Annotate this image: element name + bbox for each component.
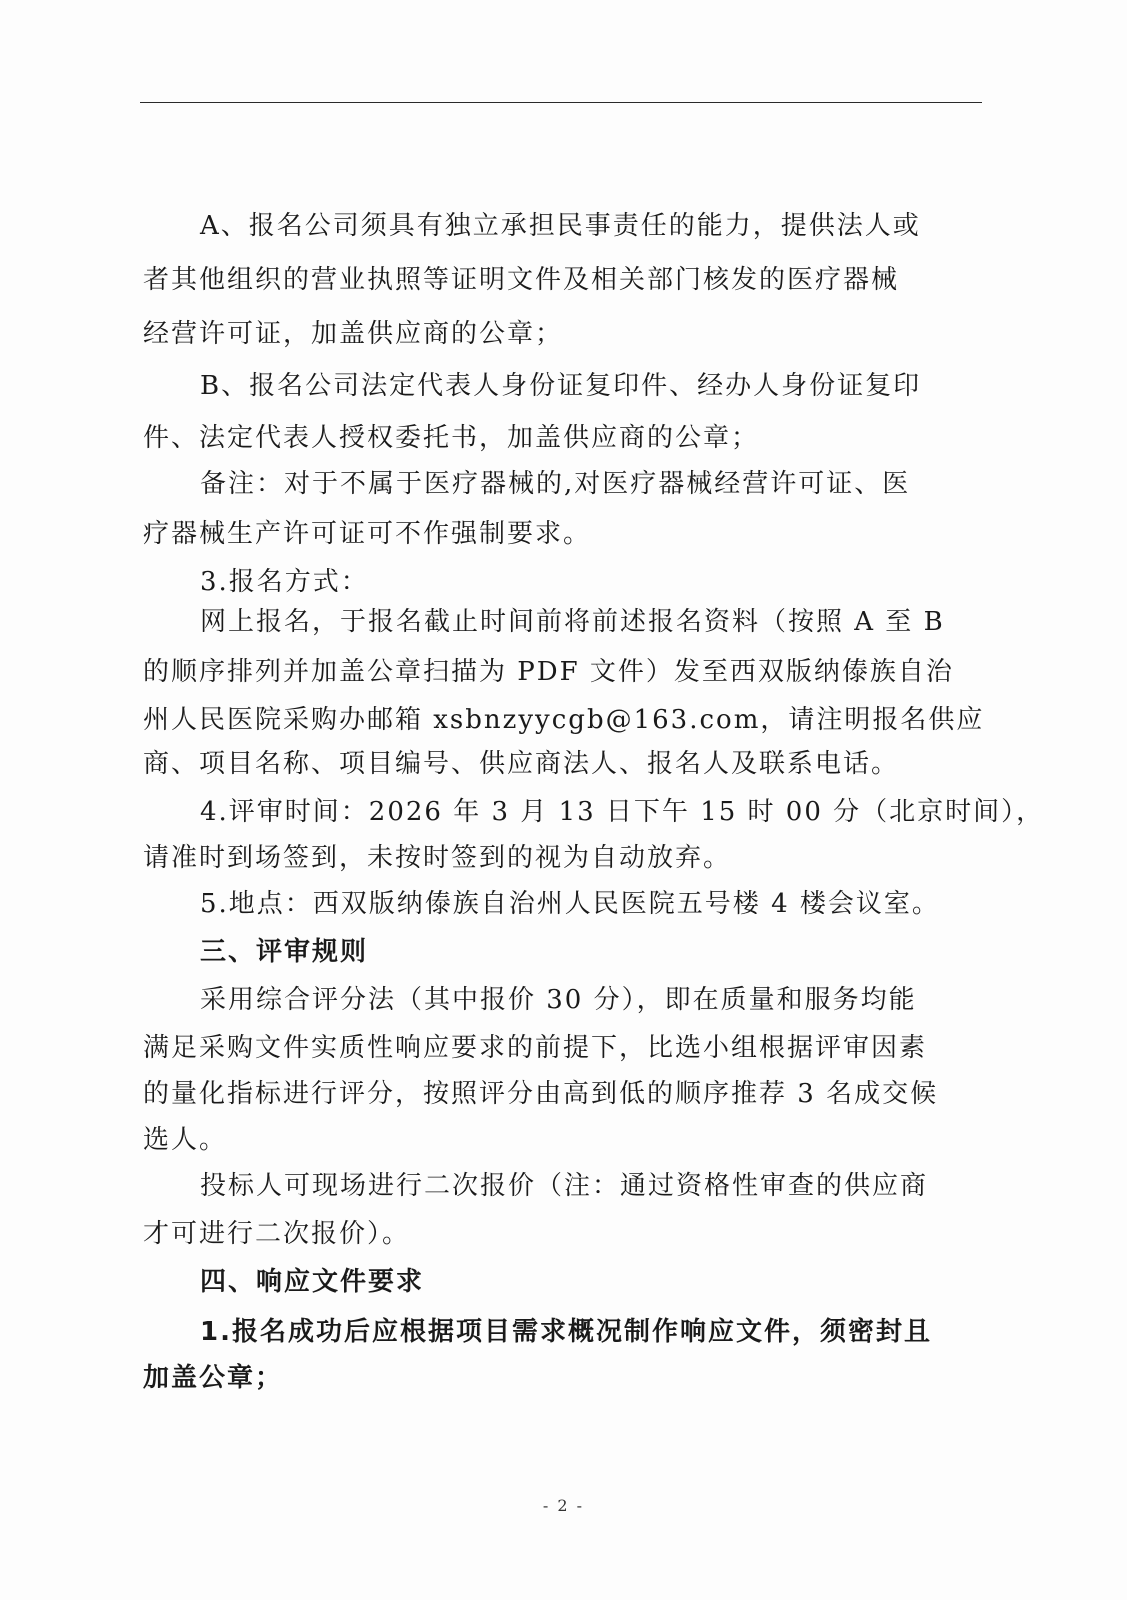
paragraph-line-b1: B、报名公司法定代表人身份证复印件、经办人身份证复印 xyxy=(200,371,922,401)
registration-method-heading: 3.报名方式： xyxy=(200,567,369,597)
header-rule xyxy=(140,102,982,103)
review-rules-line-4: 选人。 xyxy=(143,1125,228,1155)
registration-line-3: 州人民医院采购办邮箱 xsbnzyycgb@163.com，请注明报名供应 xyxy=(143,705,985,735)
review-rules-line-3: 的量化指标进行评分，按照评分由高到低的顺序推荐 3 名成交候 xyxy=(143,1079,939,1109)
registration-line-4: 商、项目名称、项目编号、供应商法人、报名人及联系电话。 xyxy=(143,749,900,779)
paragraph-line-a3: 经营许可证，加盖供应商的公章； xyxy=(143,319,564,349)
section-heading-response-requirements: 四、响应文件要求 xyxy=(200,1267,425,1297)
paragraph-line-b2: 件、法定代表人授权委托书，加盖供应商的公章； xyxy=(143,423,760,453)
second-quote-line-1: 投标人可现场进行二次报价（注：通过资格性审查的供应商 xyxy=(200,1171,929,1201)
page-number: - 2 - xyxy=(542,1496,585,1515)
response-requirement-line-1: 1.报名成功后应根据项目需求概况制作响应文件，须密封且 xyxy=(200,1317,932,1347)
registration-line-2: 的顺序排列并加盖公章扫描为 PDF 文件）发至西双版纳傣族自治 xyxy=(143,657,954,687)
review-time-line-1: 4.评审时间：2026 年 3 月 13 日下午 15 时 00 分（北京时间）， xyxy=(200,797,1045,827)
location-line: 5.地点：西双版纳傣族自治州人民医院五号楼 4 楼会议室。 xyxy=(200,889,940,919)
paragraph-line-a2: 者其他组织的营业执照等证明文件及相关部门核发的医疗器械 xyxy=(143,265,900,295)
note-line-2: 疗器械生产许可证可不作强制要求。 xyxy=(143,519,592,549)
review-time-line-2: 请准时到场签到，未按时签到的视为自动放弃。 xyxy=(143,843,732,873)
section-heading-review-rules: 三、评审规则 xyxy=(200,937,369,967)
review-rules-line-1: 采用综合评分法（其中报价 30 分），即在质量和服务均能 xyxy=(200,985,917,1015)
note-line-1: 备注：对于不属于医疗器械的,对医疗器械经营许可证、医 xyxy=(200,469,911,499)
response-requirement-line-2: 加盖公章； xyxy=(143,1363,284,1393)
review-rules-line-2: 满足采购文件实质性响应要求的前提下，比选小组根据评审因素 xyxy=(143,1033,928,1063)
second-quote-line-2: 才可进行二次报价）。 xyxy=(143,1219,411,1249)
paragraph-line-a1: A、报名公司须具有独立承担民事责任的能力，提供法人或 xyxy=(200,211,921,241)
registration-line-1: 网上报名，于报名截止时间前将前述报名资料（按照 A 至 B xyxy=(200,607,945,637)
